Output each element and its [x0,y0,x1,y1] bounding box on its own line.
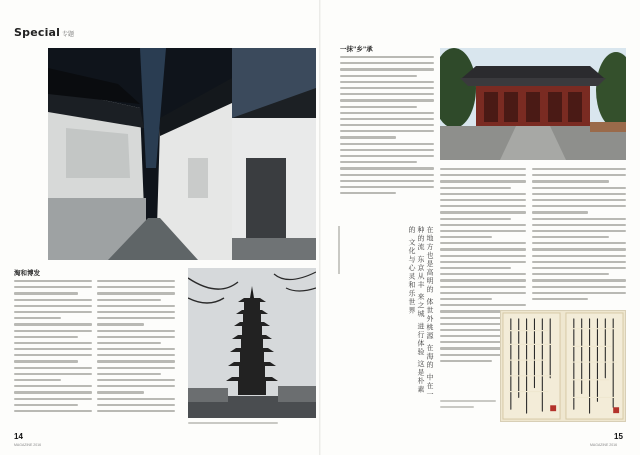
right-intro-text [340,56,434,198]
left-body-column-2 [97,280,175,416]
page-gutter [319,0,321,455]
left-folio: MAGAZINE 2016 [14,443,42,447]
vertical-pull-quote: 在地方也是高明的 体世外桃源 在海的 中在一种的流 东京从丰 来之城 进行体验 这是朴素的 文化与心灵和乐世界 [408,226,434,399]
pagoda-photo [188,268,316,418]
calligraphy-photo [500,310,626,422]
pagoda-caption [188,422,316,428]
temple-hall-photo [440,48,626,160]
left-section-title: 淘和博发 [14,269,40,277]
right-folio: MAGAZINE 2016 [590,443,618,447]
right-body-column-2 [532,168,626,304]
white-wall-courtyard-photo [48,48,232,260]
calligraphy-caption [440,400,496,412]
right-small-caption [328,226,340,286]
right-section-title: 一抹"乡"承 [340,45,373,53]
section-subtag: 专题 [62,31,75,38]
right-page-number: 15 [614,432,623,441]
section-tag: Special [14,26,61,39]
left-page-number: 14 [14,432,23,441]
left-body-column-1 [14,280,92,416]
gate-photo [232,48,316,260]
